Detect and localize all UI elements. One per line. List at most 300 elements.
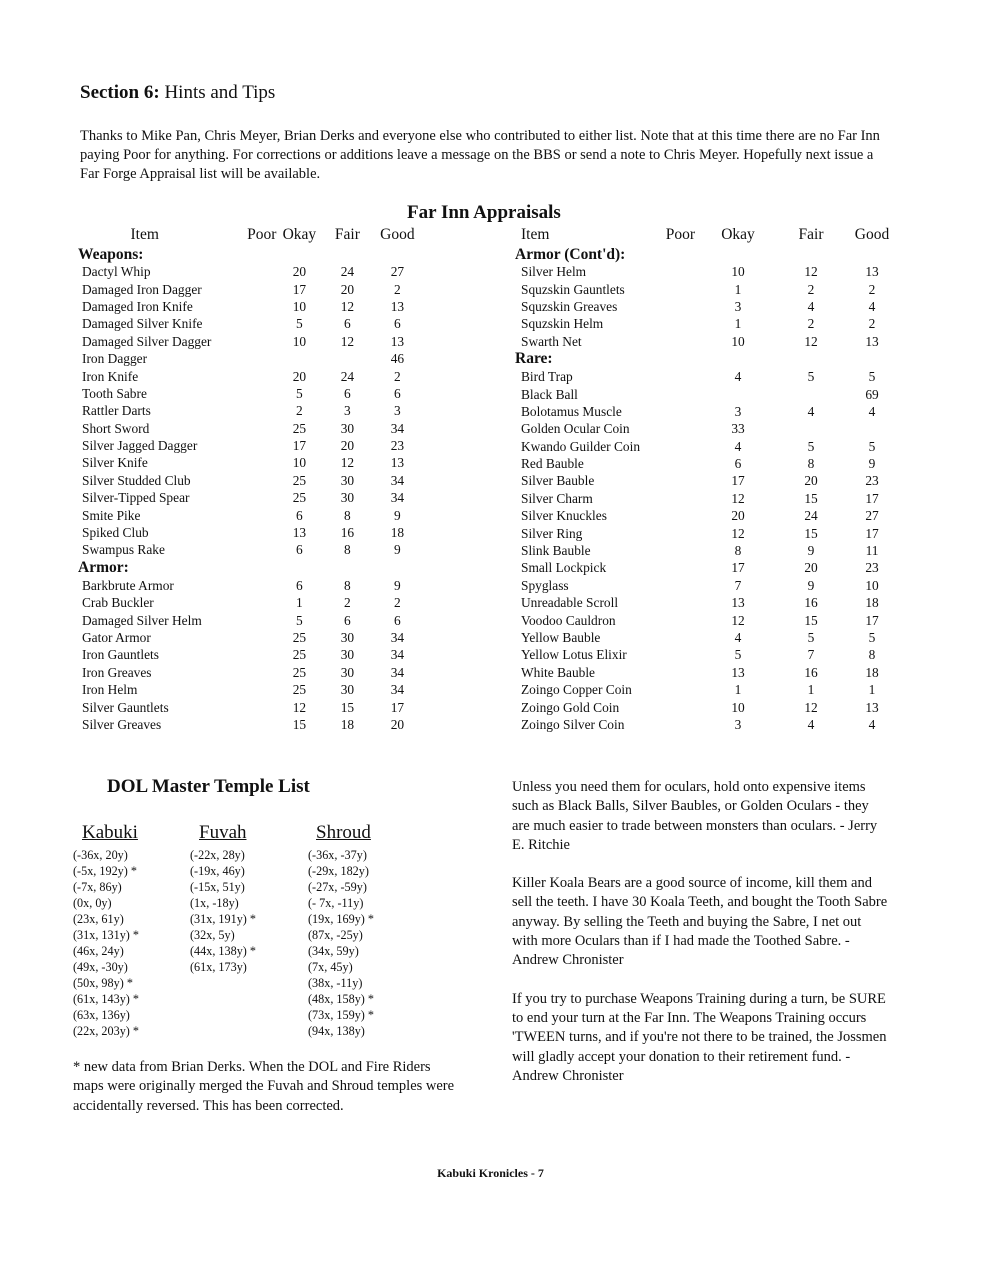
cell-item: Squzskin Greaves bbox=[521, 298, 618, 314]
cell-item: Silver Studded Club bbox=[82, 472, 191, 488]
cell-fair: 12 bbox=[340, 455, 355, 471]
cell-fair: 8 bbox=[344, 507, 351, 523]
table-row bbox=[515, 455, 903, 472]
category-row bbox=[78, 245, 422, 263]
cell-okay: 7 bbox=[734, 577, 742, 593]
cell-good: 5 bbox=[868, 438, 876, 454]
temple-coordinate: (50x, 98y) * bbox=[73, 976, 133, 990]
table-row bbox=[515, 681, 903, 698]
header-good: Good bbox=[854, 225, 890, 243]
temple-coordinate: (-7x, 86y) bbox=[73, 880, 122, 894]
section-heading bbox=[80, 82, 275, 104]
cell-poor bbox=[640, 403, 695, 420]
cell-fair: 2 bbox=[807, 316, 815, 332]
cell-item: Silver Greaves bbox=[82, 716, 162, 732]
cell-okay: 20 bbox=[292, 264, 307, 280]
cell-good: 2 bbox=[868, 316, 876, 332]
cell-good: 18 bbox=[390, 525, 405, 541]
cell-poor bbox=[211, 333, 276, 350]
cell-fair: 30 bbox=[340, 630, 355, 645]
cell-okay: 3 bbox=[734, 716, 742, 732]
cell-item: Golden Ocular Coin bbox=[521, 421, 630, 437]
cell-good: 23 bbox=[865, 473, 879, 489]
table-row bbox=[515, 385, 903, 402]
cell-good: 1 bbox=[868, 682, 876, 698]
cell-poor bbox=[211, 541, 276, 558]
temple-coordinate: (-36x, -37y) bbox=[308, 848, 367, 862]
table-header-row bbox=[78, 223, 422, 245]
category-row bbox=[515, 245, 903, 263]
cell-fair: 24 bbox=[340, 368, 355, 384]
table-row bbox=[515, 263, 903, 280]
cell-fair: 30 bbox=[340, 647, 355, 663]
temple-column-shroud bbox=[308, 822, 374, 1039]
cell-poor bbox=[640, 559, 695, 576]
appraisal-rows-right bbox=[515, 245, 903, 733]
cell-fair: 8 bbox=[807, 456, 815, 472]
cell-good: 6 bbox=[394, 612, 401, 628]
table-row bbox=[78, 315, 422, 332]
cell-okay: 10 bbox=[292, 333, 307, 349]
cell-okay: 2 bbox=[296, 403, 303, 419]
cell-item: White Bauble bbox=[521, 664, 595, 680]
table-row bbox=[78, 280, 422, 297]
cell-okay: 12 bbox=[731, 525, 745, 541]
cell-poor bbox=[211, 454, 276, 471]
tip-paragraph: If you try to purchase Weapons Training during a turn, be SURE to end your turn at the Far Inn. The Weapons Training occurs 'TWEEN turns, and if you're not there to be trained, the Jossmen will gladly accept your donation to their retirement fund. - Andrew Chronister bbox=[512, 990, 887, 1084]
cell-poor bbox=[211, 402, 276, 419]
temple-coordinate: (34x, 59y) bbox=[308, 944, 359, 958]
cell-item: Silver Jagged Dagger bbox=[82, 438, 198, 454]
table-row bbox=[78, 472, 422, 489]
cell-poor bbox=[640, 611, 695, 628]
header-item: Item bbox=[521, 225, 550, 243]
cell-good: 3 bbox=[394, 403, 401, 419]
cell-item: Damaged Iron Knife bbox=[82, 298, 193, 314]
temple-coordinate: (-36x, 20y) bbox=[73, 848, 128, 862]
cell-poor bbox=[640, 455, 695, 472]
cell-poor bbox=[640, 542, 695, 559]
cell-good: 4 bbox=[868, 716, 876, 732]
cell-item: Red Bauble bbox=[521, 456, 584, 472]
cell-poor bbox=[211, 489, 276, 506]
table-row bbox=[515, 611, 903, 628]
temple-coordinate: (48x, 158y) * bbox=[308, 992, 375, 1006]
cell-poor bbox=[211, 594, 276, 611]
temple-coordinate: (- 7x, -11y) bbox=[308, 896, 364, 910]
intro-paragraph: Thanks to Mike Pan, Chris Meyer, Brian Derks and everyone else who contributed to either list. Note that at this time there are no Far Inn paying Poor for anything. For corrections or additions leave a message on the BBS or send a note to Chris Meyer. Hopefully next issue a Far Forge Appraisal list will be available. bbox=[80, 128, 880, 182]
table-row bbox=[515, 646, 903, 663]
cell-okay bbox=[276, 350, 322, 367]
cell-good: 4 bbox=[868, 298, 876, 314]
cell-okay: 10 bbox=[292, 298, 307, 314]
cell-poor bbox=[211, 611, 276, 628]
cell-item: Yellow Lotus Elixir bbox=[521, 647, 627, 663]
cell-good: 2 bbox=[394, 595, 401, 611]
cell-okay: 6 bbox=[296, 507, 303, 523]
temple-coordinate: (31x, 131y) * bbox=[73, 928, 140, 942]
cell-poor bbox=[211, 524, 276, 541]
cell-item: Iron Greaves bbox=[82, 664, 152, 680]
table-row bbox=[78, 402, 422, 419]
table-row bbox=[515, 472, 903, 489]
cell-poor bbox=[211, 629, 276, 646]
cell-item: Voodoo Cauldron bbox=[521, 612, 616, 628]
cell-poor bbox=[640, 420, 695, 437]
cell-good: 17 bbox=[865, 490, 879, 506]
cell-poor bbox=[640, 698, 695, 715]
cell-okay: 3 bbox=[734, 403, 742, 419]
category-row bbox=[515, 350, 903, 368]
table-row bbox=[515, 507, 903, 524]
cell-poor bbox=[211, 506, 276, 523]
cell-fair: 8 bbox=[344, 577, 351, 593]
cell-okay: 20 bbox=[731, 508, 745, 524]
cell-fair: 4 bbox=[807, 403, 815, 419]
cell-okay: 6 bbox=[734, 456, 742, 472]
cell-good: 17 bbox=[865, 612, 879, 628]
cell-poor bbox=[211, 437, 276, 454]
cell-item: Dactyl Whip bbox=[82, 264, 151, 280]
cell-good: 5 bbox=[868, 630, 876, 645]
table-row bbox=[515, 542, 903, 559]
cell-fair: 12 bbox=[804, 699, 818, 715]
table-row bbox=[78, 506, 422, 523]
appraisal-table-right bbox=[515, 223, 903, 733]
cell-item: Tooth Sabre bbox=[82, 385, 147, 401]
cell-poor bbox=[211, 681, 276, 698]
cell-poor bbox=[211, 315, 276, 332]
cell-item: Silver Charm bbox=[521, 490, 593, 506]
header-item: Item bbox=[130, 225, 159, 243]
cell-okay: 15 bbox=[292, 716, 307, 732]
cell-fair: 6 bbox=[344, 385, 351, 401]
cell-item: Silver Helm bbox=[521, 264, 587, 280]
table-row bbox=[515, 716, 903, 733]
cell-okay: 1 bbox=[734, 281, 742, 297]
cell-good: 9 bbox=[394, 542, 401, 558]
cell-fair: 4 bbox=[807, 716, 815, 732]
cell-okay: 13 bbox=[731, 595, 745, 611]
table-row bbox=[78, 385, 422, 402]
cell-okay: 4 bbox=[734, 438, 742, 454]
cell-fair: 2 bbox=[807, 281, 815, 297]
cell-fair: 5 bbox=[807, 630, 815, 645]
table-row bbox=[515, 333, 903, 350]
cell-okay: 10 bbox=[731, 333, 745, 349]
cell-good: 13 bbox=[390, 333, 405, 349]
header-okay: Okay bbox=[721, 225, 755, 243]
cell-item: Damaged Iron Dagger bbox=[82, 281, 202, 297]
cell-item: Silver Knuckles bbox=[521, 508, 607, 524]
cell-fair: 15 bbox=[804, 525, 818, 541]
cell-poor bbox=[640, 315, 695, 332]
cell-okay: 33 bbox=[731, 421, 745, 437]
cell-poor bbox=[640, 438, 695, 455]
cell-poor bbox=[211, 664, 276, 681]
cell-item: Slink Bauble bbox=[521, 543, 591, 559]
cell-fair: 12 bbox=[804, 333, 818, 349]
cell-good: 23 bbox=[390, 438, 405, 454]
cell-okay bbox=[695, 385, 781, 402]
cell-item: Zoingo Gold Coin bbox=[521, 699, 620, 715]
cell-fair: 5 bbox=[807, 369, 815, 385]
cell-good: 23 bbox=[865, 560, 879, 576]
cell-good: 34 bbox=[390, 420, 405, 436]
temple-coordinate: (1x, -18y) bbox=[190, 896, 239, 910]
table-row bbox=[78, 698, 422, 715]
cell-good: 8 bbox=[868, 647, 876, 663]
cell-item: Swarth Net bbox=[521, 333, 582, 349]
table-row bbox=[515, 524, 903, 541]
cell-fair: 7 bbox=[807, 647, 815, 663]
temple-coordinate: (0x, 0y) bbox=[73, 896, 112, 910]
cell-okay: 12 bbox=[731, 490, 745, 506]
cell-item: Silver Ring bbox=[521, 525, 583, 541]
cell-item: Spiked Club bbox=[82, 525, 149, 541]
cell-poor bbox=[640, 716, 695, 733]
cell-good: 17 bbox=[865, 525, 879, 541]
cell-good: 2 bbox=[394, 281, 401, 297]
cell-good: 6 bbox=[394, 385, 401, 401]
cell-item: Silver-Tipped Spear bbox=[82, 490, 190, 506]
table-row bbox=[515, 594, 903, 611]
tip-paragraph: Unless you need them for oculars, hold onto expensive items such as Black Balls, Silver Baubles, or Golden Oculars - they are much easier to trade between monsters than oculars. - Jerry E. Ritchie bbox=[512, 779, 878, 853]
table-row bbox=[78, 367, 422, 384]
cell-good: 6 bbox=[394, 316, 401, 332]
cell-fair: 18 bbox=[340, 716, 355, 732]
cell-good: 34 bbox=[390, 664, 405, 680]
cell-okay: 4 bbox=[734, 369, 742, 385]
cell-item: Silver Knife bbox=[82, 455, 148, 471]
temple-coordinate: (-22x, 28y) bbox=[190, 848, 245, 862]
tips-column bbox=[512, 778, 890, 1105]
table-row bbox=[515, 420, 903, 437]
cell-item: Black Ball bbox=[521, 386, 578, 402]
table-row bbox=[78, 611, 422, 628]
table-row bbox=[78, 333, 422, 350]
cell-item: Bolotamus Muscle bbox=[521, 403, 622, 419]
cell-good: 34 bbox=[390, 682, 405, 698]
table-row bbox=[515, 315, 903, 332]
header-okay: Okay bbox=[282, 225, 317, 243]
cell-poor bbox=[211, 420, 276, 437]
cell-okay: 1 bbox=[734, 682, 742, 698]
cell-poor bbox=[640, 472, 695, 489]
cell-good: 5 bbox=[868, 369, 876, 385]
temple-column-fuvah bbox=[190, 822, 256, 975]
section-title: Hints and Tips bbox=[164, 82, 276, 103]
cell-good: 2 bbox=[868, 281, 876, 297]
cell-fair: 12 bbox=[804, 264, 818, 280]
table-row bbox=[515, 698, 903, 715]
cell-poor bbox=[211, 472, 276, 489]
cell-poor bbox=[640, 594, 695, 611]
cell-fair: 3 bbox=[344, 403, 351, 419]
cell-item: Iron Gauntlets bbox=[82, 647, 159, 663]
temple-column-heading: Fuvah bbox=[199, 822, 247, 843]
cell-fair: 1 bbox=[807, 682, 815, 698]
cell-fair: 9 bbox=[807, 543, 815, 559]
cell-okay: 10 bbox=[731, 699, 745, 715]
cell-poor bbox=[640, 490, 695, 507]
cell-okay: 5 bbox=[296, 316, 303, 332]
cell-poor bbox=[640, 629, 695, 646]
cell-poor bbox=[640, 333, 695, 350]
cell-fair: 24 bbox=[804, 508, 818, 524]
cell-poor bbox=[640, 524, 695, 541]
cell-item: Small Lockpick bbox=[521, 560, 607, 576]
cell-fair: 16 bbox=[804, 664, 818, 680]
cell-good bbox=[841, 420, 903, 437]
category-label: Armor: bbox=[78, 559, 129, 577]
table-row bbox=[515, 403, 903, 420]
cell-fair: 16 bbox=[804, 595, 818, 611]
cell-item: Damaged Silver Helm bbox=[82, 612, 202, 628]
temple-coordinate: (-19x, 46y) bbox=[190, 864, 245, 878]
table-row bbox=[515, 280, 903, 297]
cell-item: Bird Trap bbox=[521, 369, 573, 385]
temple-coordinate: (73x, 159y) * bbox=[308, 1008, 375, 1022]
cell-okay: 1 bbox=[296, 595, 303, 611]
cell-poor bbox=[211, 385, 276, 402]
temple-coordinate: (-5x, 192y) * bbox=[73, 864, 137, 878]
cell-okay: 25 bbox=[292, 420, 307, 436]
cell-item: Squzskin Gauntlets bbox=[521, 281, 625, 297]
cell-fair: 30 bbox=[340, 420, 355, 436]
cell-okay: 25 bbox=[292, 664, 307, 680]
cell-item: Iron Helm bbox=[82, 682, 138, 698]
cell-fair bbox=[781, 385, 841, 402]
cell-item: Iron Knife bbox=[82, 368, 139, 384]
table-row bbox=[515, 490, 903, 507]
cell-poor bbox=[640, 646, 695, 663]
cell-fair: 20 bbox=[340, 438, 355, 454]
cell-item: Smite Pike bbox=[82, 507, 141, 523]
cell-item: Silver Bauble bbox=[521, 473, 595, 489]
cell-item: Spyglass bbox=[521, 577, 569, 593]
cell-okay: 25 bbox=[292, 490, 307, 506]
cell-good: 34 bbox=[390, 647, 405, 663]
cell-okay: 13 bbox=[731, 664, 745, 680]
section-label: Section 6: bbox=[80, 82, 160, 103]
category-label: Armor (Cont'd): bbox=[515, 245, 626, 263]
table-row bbox=[78, 577, 422, 594]
temple-list-title: DOL Master Temple List bbox=[107, 776, 310, 797]
cell-item: Iron Dagger bbox=[82, 351, 148, 367]
temple-coordinate: (23x, 61y) bbox=[73, 912, 124, 926]
temple-coordinate: (94x, 138y) bbox=[308, 1024, 365, 1038]
table-row bbox=[78, 437, 422, 454]
cell-item: Damaged Silver Dagger bbox=[82, 333, 212, 349]
cell-good: 20 bbox=[390, 716, 405, 732]
page-footer: Kabuki Kronicles - 7 bbox=[437, 1166, 544, 1180]
table-row bbox=[515, 298, 903, 315]
cell-poor bbox=[211, 698, 276, 715]
category-label: Rare: bbox=[515, 350, 553, 368]
cell-good: 13 bbox=[865, 699, 879, 715]
temple-footnote: * new data from Brian Derks. When the DOL and Fire Riders maps were originally merged the Fuvah and Shroud temples were accidentally reversed. This has been corrected. bbox=[73, 1059, 455, 1114]
cell-fair: 12 bbox=[340, 333, 355, 349]
cell-poor bbox=[211, 298, 276, 315]
cell-fair: 6 bbox=[344, 612, 351, 628]
cell-okay: 5 bbox=[296, 385, 303, 401]
temple-coordinate: (7x, 45y) bbox=[308, 960, 353, 974]
cell-fair: 20 bbox=[804, 473, 818, 489]
cell-good: 18 bbox=[865, 664, 879, 680]
table-row bbox=[515, 664, 903, 681]
cell-good: 9 bbox=[394, 507, 401, 523]
cell-fair: 20 bbox=[804, 560, 818, 576]
temple-coordinate: (-29x, 182y) bbox=[308, 864, 369, 878]
cell-good: 17 bbox=[390, 699, 405, 715]
cell-okay: 8 bbox=[734, 543, 742, 559]
table-row bbox=[78, 420, 422, 437]
temple-column-kabuki bbox=[73, 822, 139, 1039]
table-header-row bbox=[515, 223, 903, 245]
cell-okay: 1 bbox=[734, 316, 742, 332]
cell-good: 4 bbox=[868, 403, 876, 419]
temple-coordinate: (32x, 5y) bbox=[190, 928, 235, 942]
cell-poor bbox=[640, 280, 695, 297]
cell-okay: 20 bbox=[292, 368, 307, 384]
cell-poor bbox=[211, 280, 276, 297]
cell-poor bbox=[640, 298, 695, 315]
cell-fair bbox=[781, 420, 841, 437]
cell-fair: 15 bbox=[804, 612, 818, 628]
cell-fair: 30 bbox=[340, 682, 355, 698]
cell-item: Zoingo Copper Coin bbox=[521, 682, 632, 698]
table-row bbox=[78, 646, 422, 663]
cell-good: 27 bbox=[390, 264, 405, 280]
header-fair: Fair bbox=[798, 225, 824, 243]
cell-okay: 6 bbox=[296, 577, 303, 593]
cell-item: Barkbrute Armor bbox=[82, 577, 174, 593]
cell-fair: 30 bbox=[340, 490, 355, 506]
temple-coordinate: (61x, 173y) bbox=[190, 960, 247, 974]
cell-item: Rattler Darts bbox=[82, 403, 151, 419]
cell-okay: 3 bbox=[734, 298, 742, 314]
cell-okay: 17 bbox=[731, 473, 745, 489]
cell-fair: 16 bbox=[340, 525, 355, 541]
cell-item: Damaged Silver Knife bbox=[82, 316, 203, 332]
table-row bbox=[78, 664, 422, 681]
cell-fair: 5 bbox=[807, 438, 815, 454]
cell-good: 10 bbox=[865, 577, 879, 593]
cell-okay: 17 bbox=[292, 281, 307, 297]
temple-coordinate: (-15x, 51y) bbox=[190, 880, 245, 894]
cell-okay: 13 bbox=[292, 525, 307, 541]
cell-item: Silver Gauntlets bbox=[82, 699, 169, 715]
cell-okay: 25 bbox=[292, 472, 307, 488]
cell-okay: 5 bbox=[734, 647, 742, 663]
cell-fair: 8 bbox=[344, 542, 351, 558]
cell-poor bbox=[640, 664, 695, 681]
cell-good: 34 bbox=[390, 472, 405, 488]
cell-okay: 17 bbox=[731, 560, 745, 576]
cell-item: Short Sword bbox=[82, 420, 150, 436]
cell-item: Zoingo Silver Coin bbox=[521, 716, 625, 732]
table-row bbox=[78, 541, 422, 558]
cell-good: 13 bbox=[865, 264, 879, 280]
cell-okay: 6 bbox=[296, 542, 303, 558]
table-row bbox=[515, 577, 903, 594]
temple-coordinate: (49x, -30y) bbox=[73, 960, 128, 974]
cell-fair: 30 bbox=[340, 664, 355, 680]
temple-coordinate: (19x, 169y) * bbox=[308, 912, 375, 926]
cell-fair bbox=[322, 350, 372, 367]
cell-poor bbox=[211, 367, 276, 384]
